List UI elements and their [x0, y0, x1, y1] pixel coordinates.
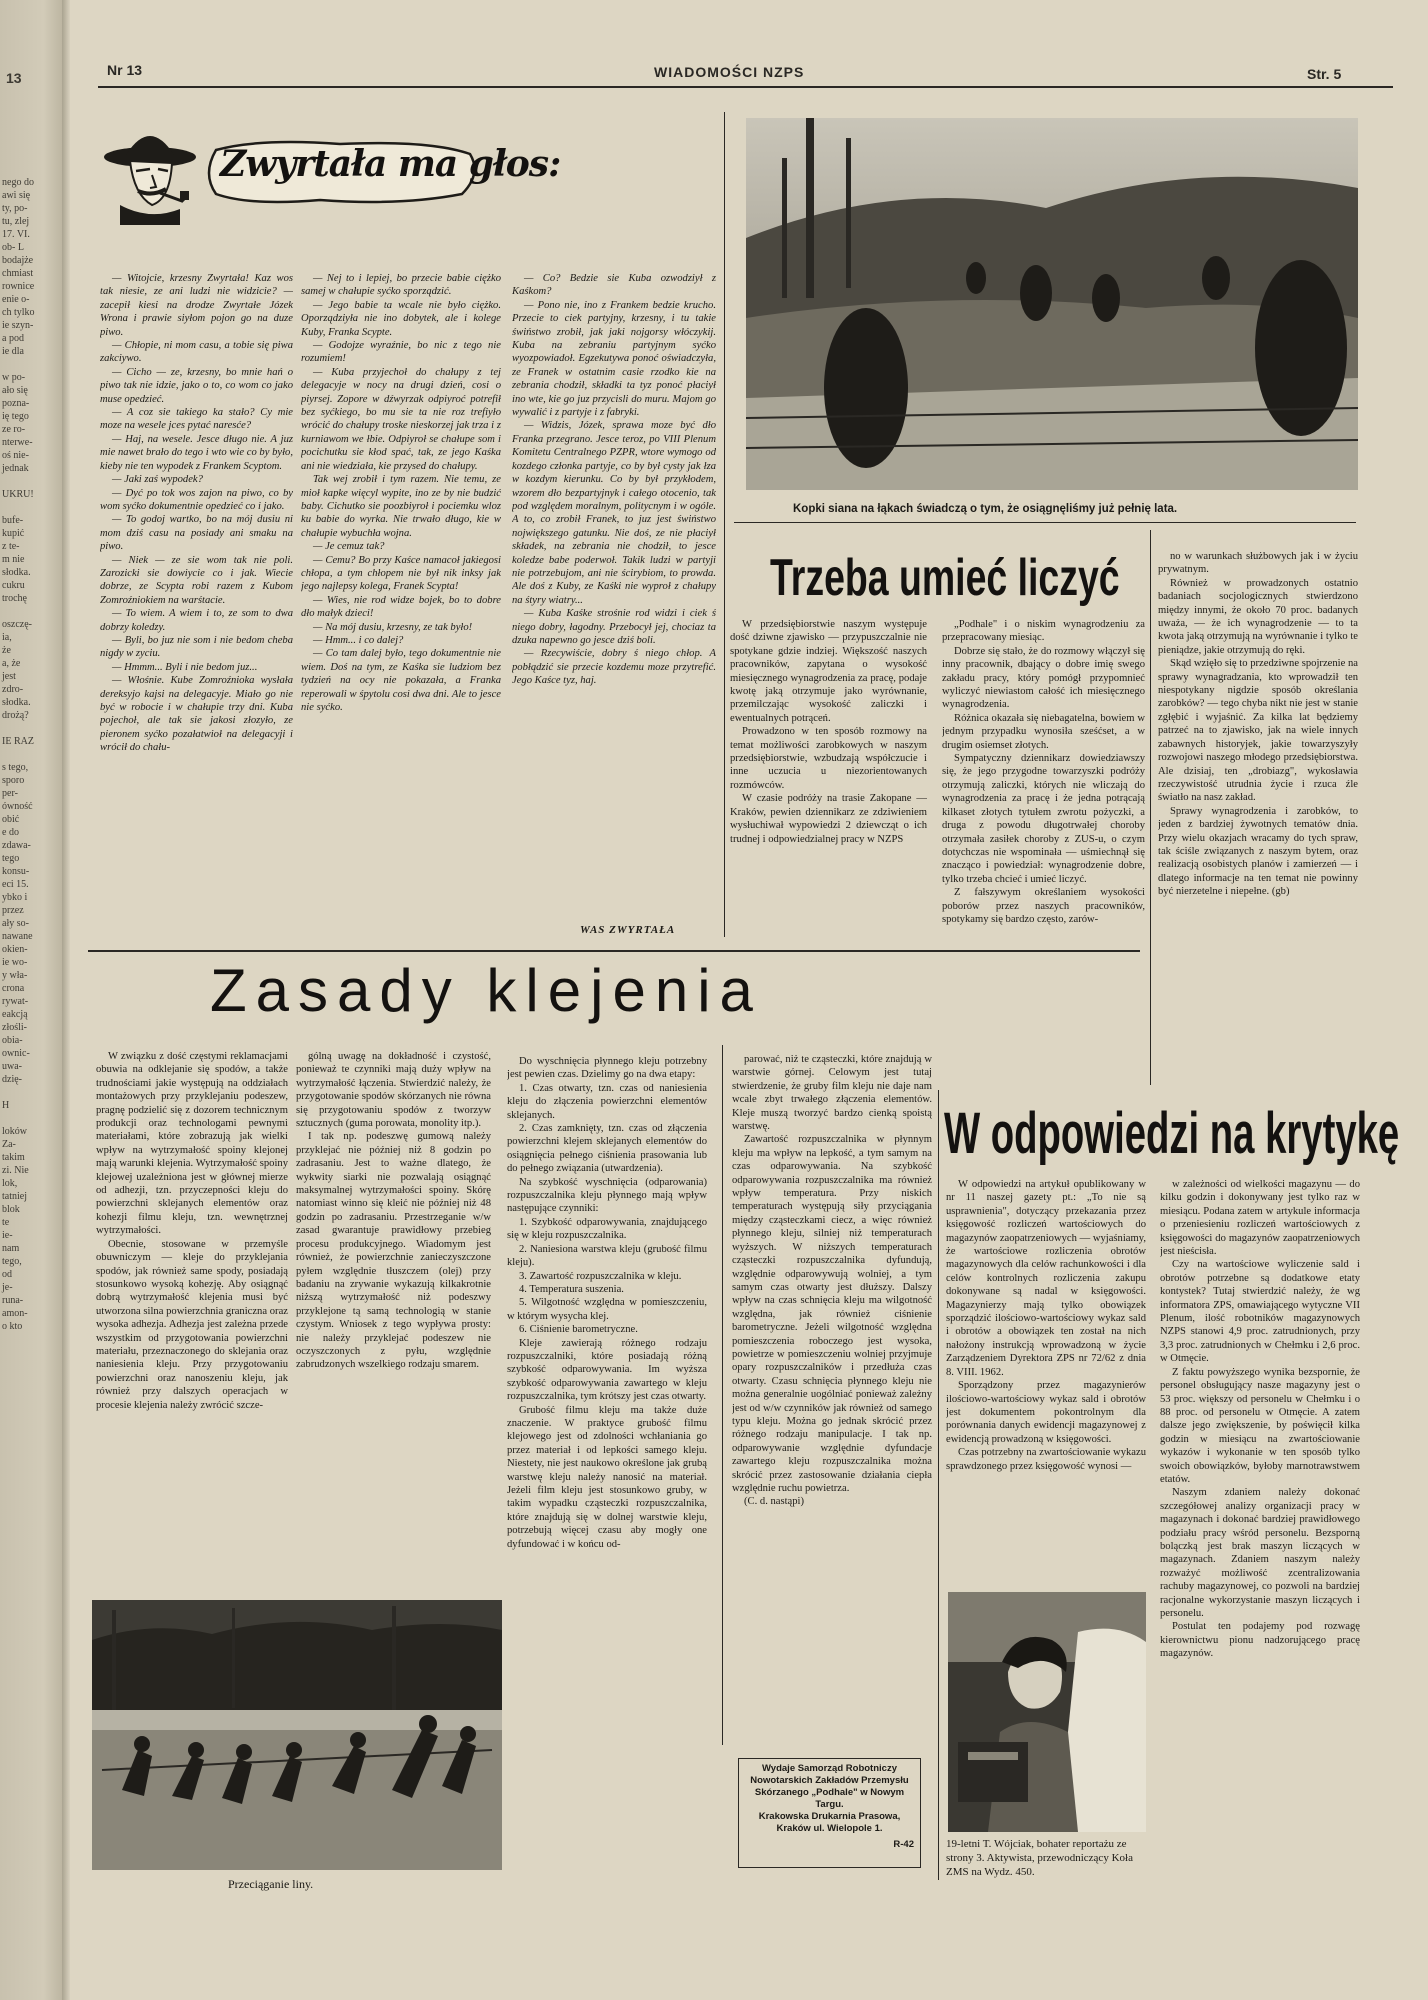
- paragraph: Dobrze się stało, że do rozmowy włączył się inny pracownik, dbający o dobre imię swego zakładu pracy, który pomógł przypomnieć wyliczyć niewiastom całość ich miesięcznego wynagrodzenia.: [942, 645, 1145, 711]
- paragraph: I tak np. podeszwę gumową należy przyklejać nie później niż 8 godzin po zadrasaniu. Jest to ważne dlatego, że wykwity siarki nie pozwalają osiągnąć maksymalnej wytrzymałości spoiny. Skórę natomiast winno się kleić nie później niż 48 godzin po zadrasaniu. Przestrzeganie w/w zasad gwarantuje prawidłowy przebieg procesu produkcyjnego. Wiadomym jest również, że powierzchnie zanieczyszczone pyłem względnie tłuszczem (olej) przy badaniu na zrywanie wykazują kilkakrotnie niższą wytrzymałość niż podeszwy przyklejone tą samą technologią w stanie czystym. Wniosek z tego wypływa prosty: nie należy przyklejać podeszew nie oczyszczonych z pyłu, względnie zabrudzonych wszelkiego rodzaju smarem.: [296, 1131, 491, 1371]
- haystacks-photo: [746, 118, 1358, 490]
- strip-line: ob- L: [2, 242, 24, 253]
- strip-line: [0, 1086, 35, 1099]
- strip-line: ie szyn-: [2, 320, 34, 331]
- paragraph: Czy na wartościowe wyliczenie sald i obrotów potrzebne są dodatkowe etaty kontystek? Tutaj stwierdzić należy, że wg informatora ZPS, omawiającego wytyczne VII Plenum, ilość robotników magazynowych NZPS stanowi 4,9 proc. zatrudnionych, przy 3,3 proc. zatrudnionych w Chełmku i 2,6 proc. w Otmęcie.: [1160, 1259, 1360, 1365]
- strip-line: ch tylko: [2, 307, 35, 318]
- paragraph: Obecnie, stosowane w przemyśle obuwniczym — kleje do przyklejania spodów, jak również same spody, posiadają stosunkowo wysoką kohezję. Aby osiągnąć dobrą wytrzymałość klejenia musi być utworzona silna powierzchnia graniczna oraz wysoka adhezja. Adhezja jest zależna przede wszystkim od przygotowania powierzchni materiału, przeznaczonego do sklejania oraz naniesienia kleju. Przy przygotowaniu powierzchni oraz nanoszeniu kleju, jak również przy dalszych operacjach w procesie klejenia należy zwrócić szcze-: [96, 1238, 288, 1411]
- strip-line: ze ro-: [2, 424, 26, 435]
- paragraph: Również w prowadzonych ostatnio badaniach socjologicznych stwierdzono między innymi, że około 70 proc. badanych uważa, — że ich wynagrodzenie — to ta kwota jaką otrzymują na wyrównanie i tylko te pieniądze, jakie otrzymują do ręki.: [1158, 577, 1358, 656]
- imprint-publisher: Wydaje Samorząd Robotniczy Nowotarskich Zakładów Przemysłu Skórzanego „Podhale" w Nowym Targu.: [750, 1763, 909, 1810]
- paragraph: (C. d. nastąpi): [744, 1496, 805, 1508]
- paragraph: — Na mój dusiu, krzesny, ze tak było!: [313, 621, 473, 633]
- paragraph: — Chłopie, ni mom casu, a tobie się piwa zakciywo.: [100, 340, 293, 365]
- paragraph: — Rzecywiście, dobry ś niego chłop. A pobłądzić sie przecie kozdemu moze przytrefić. Jego Kaśce tyz, haj.: [512, 648, 716, 687]
- zwyrtala-title: Zwyrtała ma głos:: [220, 143, 561, 185]
- paragraph: „Podhale" i o niskim wynagrodzeniu za przepracowany miesiąc.: [942, 619, 1145, 644]
- strip-line: y wła-: [2, 970, 28, 981]
- paragraph: Na szybkość wyschnięcia (odparowania) rozpuszczalnika kleju płynnego mają wpływ następujące czynniki:: [507, 1176, 707, 1215]
- zwyrtala-column-1: [100, 272, 293, 972]
- strip-line: awi się: [2, 190, 31, 201]
- paragraph: — Kuba przyjechoł do chałupy z tej delegacyje w nocy na drugi dzień, cosi o piyrsej. Zopore w dźwyrzak odpiyroć potrefił bez syćkiego, bo mu sie ta nie roz trefiyło wrócić do chałupy troske nieskorzej jak trza i z kurniawom we łbie. Odpiyroł se chałupe som i pocichutku sie kłod spać, tak, ze jego Kaśka ani nie wiedziała, kie przysed do chałupy.: [301, 366, 501, 472]
- paragraph: 4. Temperatura suszenia.: [519, 1283, 624, 1295]
- previous-page-strip: [0, 0, 62, 2000]
- paragraph: — Niek — ze sie wom tak nie poli. Zarozicki sie dowiycie co i jak. Wiecie dobrze, ze Scypta robi razem z Kubom Zomroźniokiem na warśtacie.: [100, 554, 293, 606]
- strip-line: ybko i: [2, 892, 28, 903]
- paragraph: W odpowiedzi na artykuł opublikowany w nr 11 naszej gazety pt.: „To nie są usprawnienia", dotyczący przekazania przez księgowość rozliczeń wartościowych do magazynów zaopatrzeniowych — wyjaśniamy, że wartościowe rozliczenia obrotów magazynowych dla celów rachunkowości i dla celów kontrolnych rozliczenia zakupu dokonywane są nadal w księgowości. Magazynierzy mają tylko obowiązek sporządzić ilościowo-wartościowy wykaz sald i obrotów a obowiązek ten został na nich nałożony instrukcją wprowadzoną w życie Zarządzeniem Dyrektora ZPS nr 72/62 z dnia 8. VIII. 1962.: [946, 1179, 1146, 1378]
- strip-line: w po-: [2, 372, 26, 383]
- paragraph: Z faktu powyższego wynika bezspornie, że personel obsługujący nasze magazyny jest o 53 proc. większy od personelu w Chełmku i o 88 proc. od personelu w Otmęcie. A zatem dalsze jego zwiększenie, by poświęcił kilka godzin w miesiącu na zwartościowanie wykazów i wykonanie w ten sposób tylko swoich obowiązków, byłoby marnotrawstwem etatów.: [1160, 1366, 1360, 1485]
- paragraph: Tak wej zrobił i tym razem. Nie temu, ze mioł kapke więcyl wypite, ino ze by nie budzić baby. Cichutko sie poozbiyroł i pociemku wloz ku babie do wyrka. Nie trwało długo, kie w chałupie wybuchła wojna.: [301, 474, 501, 539]
- paragraph: — Haj, na wesele. Jesce długo nie. A juz mie nawet brało do tego i wto wie co by było, kieby nie ten wypodek z Frankem Scyptom.: [100, 433, 293, 472]
- paragraph: — To wiem. A wiem i to, ze som to dwa dobrzy koledzy.: [100, 608, 293, 633]
- strip-line: obić: [2, 814, 20, 825]
- trzeba-column-1: [730, 618, 927, 924]
- paragraph: 5. Wilgotność względna w pomieszczeniu, w którym wysycha klej.: [507, 1297, 707, 1322]
- paragraph: Czas potrzebny na zwartościowanie wykazu sprawdzonego przez księgowość wynosi —: [946, 1447, 1146, 1472]
- strip-line: 17. VI.: [2, 229, 30, 240]
- strip-line: [0, 722, 35, 735]
- paragraph: — To godoj wartko, bo na mój dusiu ni mom dziś casu na posiady ani smaku na piwo.: [100, 514, 293, 553]
- tug-of-war-caption: Przeciąganie liny.: [228, 1877, 314, 1891]
- paragraph: — Wies, nie rod widze bojek, bo to dobre dło małyk dzieci!: [301, 594, 501, 620]
- paragraph: — Godojze wyraźnie, bo nic z tego nie rozumiem!: [301, 340, 501, 365]
- strip-line: H: [2, 1100, 10, 1111]
- odpowiedzi-column-1: [946, 1178, 1146, 1568]
- paragraph: Kleje zawierają różnego rodzaju rozpuszczalniki, które posiadają różną szybkość odparowywania. Im wyższa szybkość odparowywania zawartego w kleju rozpuszczalnika, tym krótszy jest czas otwarty.: [507, 1337, 707, 1403]
- strip-line: [0, 475, 35, 488]
- paragraph: w zależności od wielkości magazynu — do kilku godzin i dokonywany jest tylko raz w miesiącu. Podana zatem w artykule informacja o przeniesieniu rozliczeń wartościowych z księgowości do magazynów zaopatrzeniowych jest nieścisła.: [1160, 1179, 1360, 1258]
- strip-line: blok: [2, 1204, 20, 1215]
- paragraph: — Co tam dalej było, tego dokumentnie nie wiem. Doś na tym, ze Kaśka sie ludziom bez tydzień na ocy nie pokazała, a Franka reperowali w śpytolu cosi dwa dni. Ale to jesce nie syćko.: [301, 648, 501, 713]
- strip-line: ownic-: [2, 1048, 30, 1059]
- trzeba-headline: Trzeba umieć liczyć: [770, 549, 1120, 607]
- strip-line: lok,: [2, 1178, 18, 1189]
- strip-line: sporo: [2, 775, 25, 786]
- paragraph: W czasie podróży na trasie Zakopane — Kraków, pewien dziennikarz ze zdziwieniem wysłuchiwał wypowiedzi 2 dziewcząt o ich trudnej i odpowiedzialnej pracy w NZPS: [730, 793, 927, 845]
- paragraph: W związku z dość częstymi reklamacjami obuwia na odklejanie się spodów, a także trudnościami jakie występują na oddziałach montażowych przy przyklejaniu podeszew, pragnę podzielić się z dozorem technicznym produkcji oraz technologami pewnymi materiałami, które zobrazują jak wielki wpływ na wytrzymałość spoiny klejonej mają warunki klejenia. Wytrzymałość spoiny klejowej uzależniona jest w głównej mierze od adhezji, tzn. przyczepności kleju do powierzchni sklejanych elementów oraz kohezji filmu kleju, tzn. wewnętrznej wytrzymałości.: [96, 1051, 288, 1237]
- zasady-column-3: [507, 1055, 707, 1740]
- paragraph: gólną uwagę na dokładność i czystość, ponieważ te czynniki mają duży wpływ na wytrzymałość łączenia. Stwierdzić należy, że przygotowanie spodów skórzanych nie równa się przygotowaniu spodów z tworzyw sztucznych (guma porowata, monolity itp.).: [296, 1051, 491, 1130]
- haystacks-caption: Kopki siana na łąkach świadczą o tym, że osiągnęliśmy już pełnię lata.: [793, 503, 1178, 515]
- worker-caption: 19-letni T. Wójciak, bohater reportażu ze strony 3. Aktywista, przewodniczący Koła ZMS na Wydz. 450.: [946, 1838, 1133, 1878]
- paragraph: — Witojcie, krzesny Zwyrtała! Kaz wos tak niesie, ze ani ludzi nie widzicie? — zacepił kiesi na drodze Zwyrtałe Józek Wrona i prawie siyłom pojon go na duze piwo.: [100, 273, 293, 338]
- paragraph: — Pono nie, ino z Frankem bedzie krucho. Przecie to ciek partyjny, krzesny, i tu takie świństwo zrobił, jak jaki nojgorsy włóczykij. Kuba na zebraniu partyjnym syćko wyozpowiadoł. Egzekutywa ponoć oświadczyła, ze Franek w ostatnim casie rzodko kie na zebrania chodził, składki ta tyz ponoć płaciył ino wte, kie go juz przycisli do muru. Majom go wywalić i z partyje i z fabryki.: [512, 299, 716, 419]
- paragraph: — A coz sie takiego ka stało? Cy mie moze na wesele jces pytać naresće?: [100, 407, 293, 432]
- paragraph: no w warunkach służbowych jak i w życiu prywatnym.: [1158, 551, 1358, 576]
- page-number: Str. 5: [1307, 66, 1342, 82]
- strip-line: tego,: [2, 1256, 22, 1267]
- zasady-column-4: [732, 1053, 932, 1741]
- zasady-headline: Zasady klejenia: [210, 957, 762, 1024]
- paragraph: — Jaki zaś wypodek?: [112, 474, 203, 486]
- paragraph: Z fałszywym określaniem wysokości poborów przez naszych pracowników, spotykamy się bardzo często, zarów-: [942, 887, 1145, 925]
- paragraph: 3. Zawartość rozpuszczalnika w kleju.: [519, 1270, 682, 1282]
- trzeba-column-2: [942, 618, 1145, 1078]
- strip-line: słodka.: [2, 567, 31, 578]
- paragraph: — Nej to i lepiej, bo przecie babie ciężko samej w chałupie syćko sporządzić.: [301, 273, 501, 298]
- paragraph: — Cemu? Bo przy Kaśce namacoł jakiegosi chłopa, a tym chłopem nie był nik inksy jak jego najlepsy kolega, Franek Scypta!: [301, 554, 501, 593]
- strip-line: złośli-: [2, 1022, 27, 1033]
- strip-line: a pod: [2, 333, 24, 344]
- zwyrtala-signature: WAS ZWYRTAŁA: [580, 924, 676, 936]
- strip-line: kupić: [2, 528, 25, 539]
- strip-line: [0, 748, 35, 761]
- strip-line: amon-: [2, 1308, 28, 1319]
- paragraph: — Dyć po tok wos zajon na piwo, co by wom syćko dokumentnie opedzieć co i jako.: [100, 487, 293, 512]
- paragraph: Grubość filmu kleju ma także duże znaczenie. W praktyce grubość filmu klejowego jest od zdolności wchłaniania go przez materiał i od lepkości samego kleju. Niestety, nie jest naukowo określone jak grubą warstwę kleju należy nanosić na materiał. Jeżeli film kleju jest stosunkowo gruby, w takim wypadku cząsteczki rozpuszczalnika, które znajdują się w dolnej warstwie kleju, potrzebują więcej czasu aby mogły one dyfundować i w końcu od-: [507, 1404, 707, 1550]
- strip-line: ie-: [2, 1230, 13, 1241]
- paragraph: — Cicho — ze, krzesny, bo mnie hań o piwo tak nie idzie, jako o to, co wom co jako muse opedzieć.: [100, 366, 293, 405]
- strip-line: bodajże: [2, 255, 34, 266]
- strip-line: UKRU!: [2, 489, 34, 500]
- paragraph: — Je cemuz tak?: [313, 541, 385, 553]
- paragraph: Postulat ten podajemy pod rozwagę kierownictwu pionu nadzorującego pracę magazynów.: [1160, 1621, 1360, 1660]
- paragraph: Sympatyczny dziennikarz dowiedziawszy się, że jego przygodne towarzyszki podróży otrzymują zaliczki, których nie wliczają do wynagrodzenia za pracę i że jedna potrącają kilkaset złotych tytułem zwrotu pożyczki, a druga z powodu długotrwałej choroby otrzymała zasiłek choroby z ZUS-u, o czym dotychczas nie wspominała — uśmiechnął się znacząco i powiedział: wynagrodzenie dobre, tylko trzeba chcieć i umieć liczyć.: [942, 753, 1145, 885]
- strip-line: runa-: [2, 1295, 24, 1306]
- strip-line: nam: [2, 1243, 20, 1254]
- imprint-printer: Krakowska Drukarnia Prasowa, Kraków ul. Wielopole 1.: [758, 1811, 901, 1834]
- imprint-code: R-42: [893, 1839, 914, 1850]
- paragraph: Zawartość rozpuszczalnika w płynnym kleju ma wpływ na lepkość, a tym samym na czas odparowywania. Na szybkość odparowywania rozpuszczalnika ma również wpływ temperatura. Przy niskich temperaturach występują siły przyciągania między cząsteczkami ciecz, a więc również płynnego kleju, silniej niż temperaturach wyższych. W niższych temperaturach cząsteczki rozpuszczalnika dyfundują, względnie odparowywują wolniej, a tym samym czas otwarty jest dłuższy. Dalszy wpływ na czas schnięcia kleju ma wilgotność względna, jak również ciśnienie barometryczne. Jeżeli wilgotność względna pomieszczenia roboczego jest wysoka, powietrze w pomieszczeniu wolniej przyjmuje opary rozpuszczalników i przedłuża czas otwarty. Czasu schnięcia płynnego kleju nie można generalnie uogólniać ponieważ zależny jest od w/w czynników jak również od samego typu kleju. Można go jednak skrócić przez różnego rodzaju manipulacje. I tak np. odparowywanie względnie dyfundacje zawartego kleju rozpuszczalnika można skrócić przez zastosowanie działania ciepła względnie ruchu powietrza.: [732, 1134, 932, 1494]
- strip-line: te: [2, 1217, 10, 1228]
- paragraph: Sporządzony przez magazynierów ilościowo-wartościowy wykaz sald i obrotów jest dokumentem pokontrolnym dla porównania danych ewidencji magazynowej z ewidencją prowadzoną w księgowości.: [946, 1380, 1146, 1445]
- strip-line: je-: [2, 1282, 13, 1293]
- strip-line: jednak: [2, 463, 29, 474]
- column-divider: [1150, 530, 1151, 1085]
- newspaper-title: WIADOMOŚCI NZPS: [654, 64, 805, 80]
- strip-line: takim: [2, 1152, 25, 1163]
- paragraph: Prowadzono w ten sposób rozmowy na temat możliwości zarobkowych w naszym przedsiębiorstwie, wzbudzają współczucie i inne uczucia u niezorientowanych rozmówców.: [730, 726, 927, 791]
- header-rule: [98, 86, 1393, 88]
- strip-line: zdro-: [2, 684, 24, 695]
- strip-line: ia,: [2, 632, 12, 643]
- zwyrtala-column-2: [301, 272, 501, 927]
- strip-line: [0, 1112, 35, 1125]
- strip-line: oszczę-: [2, 619, 32, 630]
- strip-line: eakcją: [2, 1009, 28, 1020]
- paragraph: — Byli, bo juz nie som i nie bedom cheba nigdy w zyciu.: [100, 634, 293, 660]
- strip-line: uwa-: [2, 1061, 22, 1072]
- strip-line: tego: [2, 853, 20, 864]
- paragraph: — Włośnie. Kube Zomroźnioka wysłała dereksyjo kajsi na delegacyje. Miało go nie być w robocie i w chałupie trzy dni. Kuba pojechoł, ale tak sie jakosi złozyło, ze pieronem syćko pozałatwioł na delegacyji i wrócił do chału-: [100, 675, 293, 754]
- strip-line: ty, po-: [2, 203, 28, 214]
- trzeba-column-3: [1158, 550, 1358, 1075]
- previous-page-number: 13: [6, 70, 22, 86]
- strip-line: [0, 501, 35, 514]
- paragraph: parować, niż te cząsteczki, które znajdują w warstwie górnej. Celowym jest tutaj stwierdzenie, że gruby film kleju nie daje nam wcale zbyt trwałego złączenia elementów. Kleje muszą tworzyć bardzo cienką spoistą warstwę.: [732, 1054, 932, 1133]
- photo-rule: [734, 522, 1356, 523]
- strip-line: oś nie-: [2, 450, 29, 461]
- strip-line: dzię-: [2, 1074, 22, 1085]
- section-rule: [88, 950, 1140, 952]
- strip-line: m nie: [2, 554, 25, 565]
- highlander-icon: [100, 125, 200, 225]
- strip-line: słodka.: [2, 697, 31, 708]
- strip-line: ię tego: [2, 411, 29, 422]
- strip-line: a, że: [2, 658, 21, 669]
- paragraph: Sprawy wynagrodzenia i zarobków, to jeden z bardziej żywotnych tematów dnia. Przy wielu okazjach wracamy do tych spraw, tak ściśle związanych z naszym bytem, oraz realizacją osobistych planów i zamierzeń — i dlatego informacje na ten temat nie powinny być nierzetelne i niepełne. (gb): [1158, 805, 1358, 898]
- paragraph: — Jego babie ta wcale nie było ciężko. Oporządziyła nie ino dobytek, ale i kolege Kuby, Franka Scypte.: [301, 299, 501, 338]
- paragraph: 2. Naniesiona warstwa kleju (grubość filmu kleju).: [507, 1243, 707, 1269]
- strip-line: nego do: [2, 177, 34, 188]
- strip-line: rywat-: [2, 996, 29, 1007]
- strip-line: per-: [2, 788, 18, 799]
- page-fold: [62, 0, 70, 2000]
- strip-line: [0, 605, 35, 618]
- strip-line: cukru: [2, 580, 25, 591]
- strip-line: jest: [2, 671, 16, 682]
- odpowiedzi-column-2: [1160, 1178, 1360, 1918]
- strip-line: konsu-: [2, 866, 30, 877]
- column-divider: [722, 1045, 723, 1745]
- odpowiedzi-headline: W odpowiedzi na krytykę: [944, 1101, 1400, 1166]
- tug-of-war-photo: [92, 1600, 502, 1870]
- strip-line: od: [2, 1269, 12, 1280]
- strip-line: s tego,: [2, 762, 29, 773]
- strip-line: ie wo-: [2, 957, 28, 968]
- strip-line: enie o-: [2, 294, 30, 305]
- strip-line: bufe-: [2, 515, 24, 526]
- strip-line: ało się: [2, 385, 28, 396]
- strip-line: okien-: [2, 944, 28, 955]
- strip-line: ówność: [2, 801, 33, 812]
- strip-line: IE RAZ: [2, 736, 34, 747]
- paragraph: — Kuba Kaśke strośnie rod widzi i ciek ś niego dobry, łagodny. Przebocył jej, chociaz ta dzuka napewno go jesce dziś boli.: [512, 608, 716, 646]
- paragraph: — Hmm... i co dalej?: [313, 634, 404, 646]
- strip-line: loków: [2, 1126, 27, 1137]
- strip-line: rownice: [2, 281, 35, 292]
- paragraph: Do wyschnięcia płynnego kleju potrzebny jest pewien czas. Dzielimy go na dwa etapy:: [507, 1056, 707, 1081]
- column-divider: [724, 112, 725, 937]
- strip-line: pozna-: [2, 398, 30, 409]
- strip-line: crona: [2, 983, 25, 994]
- worker-photo: [948, 1592, 1146, 1832]
- paragraph: W przedsiębiorstwie naszym występuje dość dziwne zjawisko — przypuszczalnie nie spotykane gdzie indziej. Większość naszych pracowników, zapytana o wysokość miesięcznego wynagrodzenia za pracę, podaje kwotę jaką otrzymuje jako wyrównanie, przemilczając wysokość zaliczki i ewentualnych potrąceń.: [730, 619, 927, 724]
- strip-line: drożą?: [2, 710, 29, 721]
- paragraph: — Widzis, Józek, sprawa moze być dło Franka przegrano. Jesce teroz, po VIII Plenum Komitetu Centralnego PZPR, wtore wymogo od kozdego członka partyje, co by był cysty jak łza w kozdym kierunku. Co by był przykłodem, wzorem dło bezpartyjnyk i całego otocenio, tak pod względem moralnym, politycnym i w ogóle. A to, co zrobił Franek, to juz jest świństwo nojwiększego gatunku. Nie doś, ze nie płaciył składek, na zebrania nie chodził, to jesce koledze babe poderwoł. Takik ludzi w partyji nie potrzebujom, ani nie ścirybiom, to prowda. Ale doś z Kuby, ze Kaśki nie wyproł z chałupy na śtyry wiatry...: [512, 420, 716, 606]
- strip-line: ie dla: [2, 346, 24, 357]
- paragraph: — Hmmm... Byli i nie bedom juz...: [112, 661, 258, 673]
- paragraph: Różnica okazała się niebagatelna, bowiem w jednym przypadku wynosiła sześćset, a w drugim osiemset złotych.: [942, 712, 1145, 751]
- issue-number: Nr 13: [107, 62, 143, 78]
- strip-line: zdawa-: [2, 840, 31, 851]
- paragraph: 6. Ciśnienie barometryczne.: [519, 1324, 638, 1336]
- strip-line: Za-: [2, 1139, 16, 1150]
- strip-line: chmiast: [2, 268, 34, 279]
- zasady-column-2: [296, 1050, 491, 1590]
- paragraph: — Co? Bedzie sie Kuba ozwodziył z Kaśkom?: [512, 273, 716, 298]
- strip-line: zi. Nie: [2, 1165, 29, 1176]
- strip-line: z te-: [2, 541, 20, 552]
- strip-line: nterwe-: [2, 437, 33, 448]
- strip-line: że: [2, 645, 11, 656]
- strip-line: nawane: [2, 931, 33, 942]
- column-divider: [938, 1090, 939, 1880]
- paragraph: Naszym zdaniem należy dokonać szczegółowej analizy organizacji pracy w magazynach i dokonać bardziej prawidłowego podziału pracy wśród personelu. Bezsporną bolączką jest brak maszyn liczących w magazynach. Zdaniem naszym należy rozważyć możliwość zcentralizowania rachuby magazynowej, co pozwoli na bardziej racjonalne wykorzystanie maszyn liczących i personelu.: [1160, 1487, 1360, 1619]
- strip-line: trochę: [2, 593, 27, 604]
- strip-line: e do: [2, 827, 19, 838]
- paragraph: 2. Czas zamknięty, tzn. czas od złączenia powierzchni klejem sklejanych elementów do osiągnięcia pełnego ciśnienia prasowania lub do pełnego związania (utwardzenia).: [507, 1123, 707, 1175]
- strip-line: eci 15.: [2, 879, 29, 890]
- strip-line: [0, 358, 35, 371]
- strip-line: tu, zlej: [2, 216, 30, 227]
- paragraph: Skąd wzięło się to przedziwne spojrzenie na sprawy wynagradzania, kto wprowadził ten niespotykany nigdzie sposób określania zarobków? — tego chyba nikt nie jest w stanie zgłębić i wyjaśnić. Za kilka lat będziemy patrzeć na to zjawisko, jak na wiele innych zabawnych historyjek, jakie towarzyszyły rozwojowi naszego młodego przedsiębiorstwa. Ale dzisiaj, ten „drobiazg", wykosławia rzeczywistość utrudnia życie i rzuca źle światło na nasz zakład.: [1158, 658, 1358, 804]
- imprint-box: [738, 1758, 921, 1868]
- strip-line: ały so-: [2, 918, 29, 929]
- strip-line: obia-: [2, 1035, 23, 1046]
- strip-line: przez: [2, 905, 24, 916]
- paragraph: 1. Czas otwarty, tzn. czas od naniesienia kleju do złączenia powierzchni elementów sklejanych.: [507, 1082, 707, 1121]
- strip-line: o kto: [2, 1321, 23, 1332]
- paragraph: 1. Szybkość odparowywania, znajdującego się w kleju rozpuszczalnika.: [507, 1216, 707, 1242]
- strip-line: tatniej: [2, 1191, 27, 1202]
- zasady-column-1: [96, 1050, 288, 1620]
- zwyrtala-column-3: [512, 272, 716, 912]
